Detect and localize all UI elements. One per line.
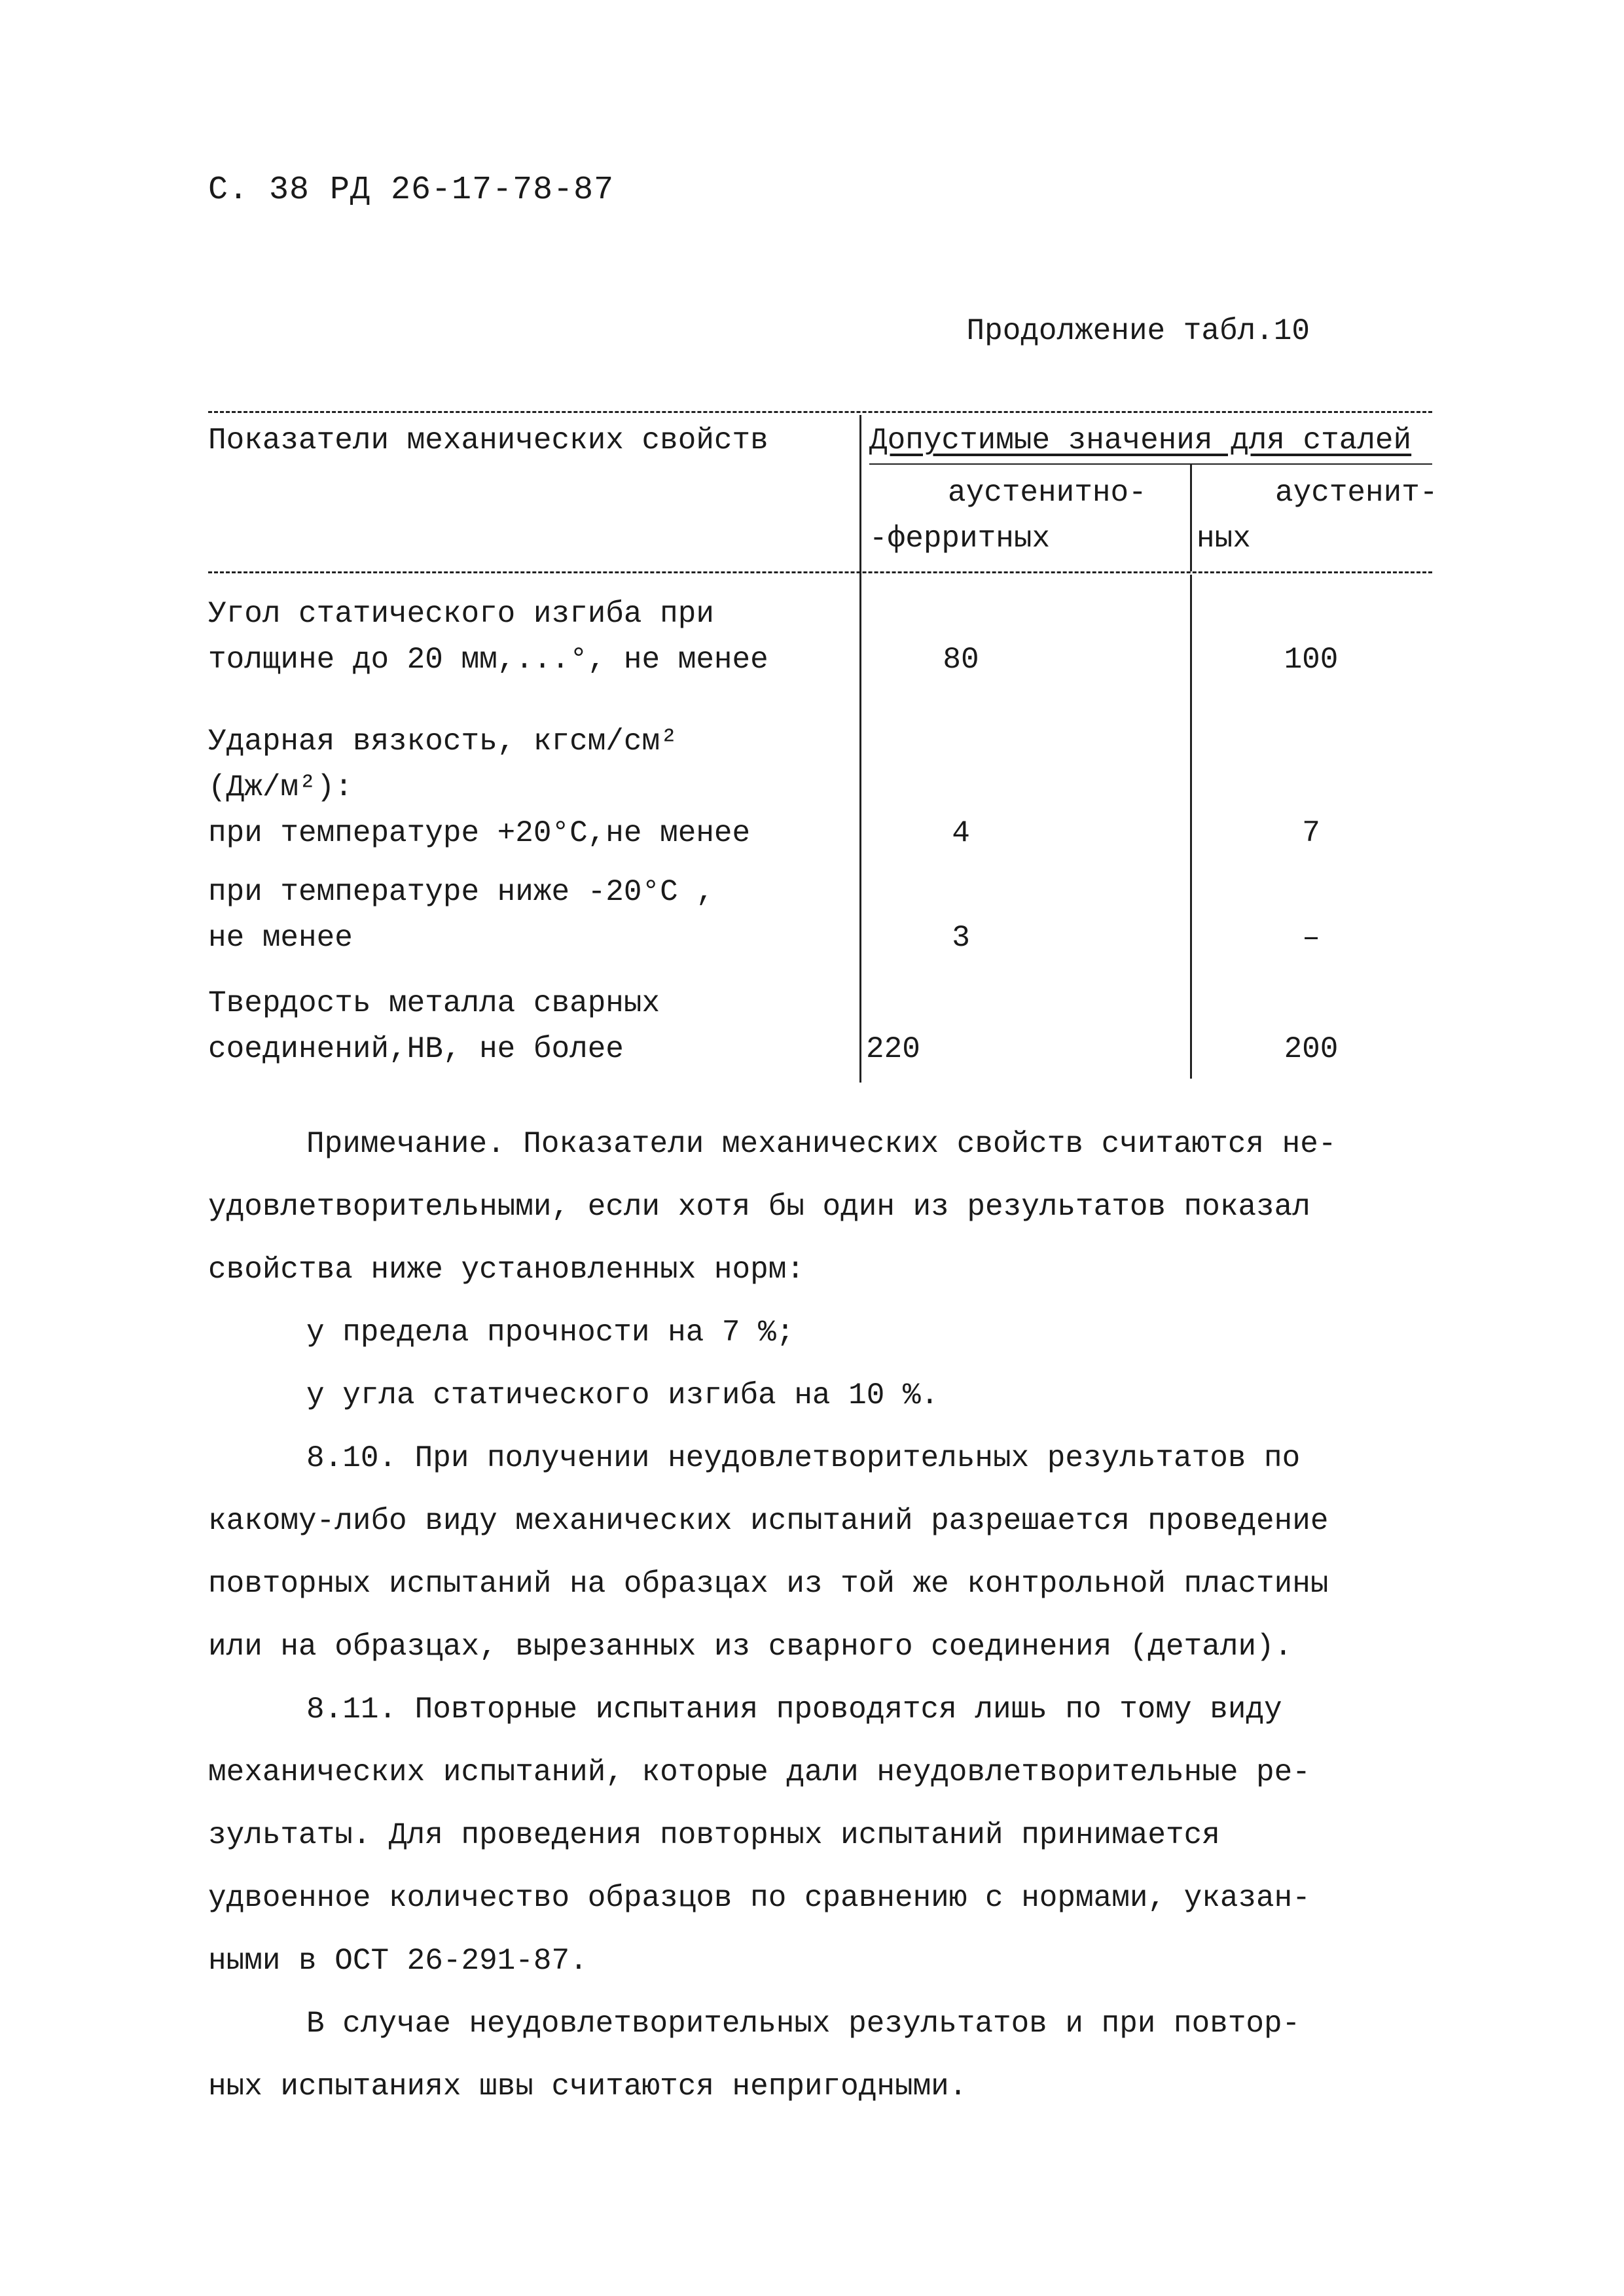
table-header-rule: [208, 571, 1432, 576]
paragraph-8-11-line: ными в ОСТ 26-291-87.: [208, 1944, 588, 1978]
paragraph-8-11-line: удвоенное количество образцов по сравнению с нормами, указан-: [208, 1881, 1310, 1915]
note-item: у предела прочности на 7 %;: [306, 1316, 795, 1350]
paragraph-8-10-line: какому-либо виду механических испытаний разрешается проведение: [208, 1504, 1329, 1538]
row4-label-line1: при температуре ниже -20°С ,: [208, 875, 714, 909]
row5-value-b: 200: [1284, 1032, 1339, 1066]
paragraph-8-11-line: зультаты. Для проведения повторных испытаний принимается: [208, 1818, 1220, 1852]
row1-value-b: 100: [1284, 643, 1339, 677]
paragraph-8-11-line: 8.11. Повторные испытания проводятся лишь по тому виду: [306, 1693, 1282, 1727]
row3-value-b: 7: [1302, 816, 1320, 850]
paragraph-8-11-line: механических испытаний, которые дали неудовлетворительные ре-: [208, 1755, 1310, 1789]
row5-value-a: 220: [866, 1032, 920, 1066]
row5-label-line2: соединений,НВ, не более: [208, 1032, 624, 1066]
final-paragraph-line: ных испытаниях швы считаются непригодными.: [208, 2070, 967, 2104]
body-text: [208, 1113, 1426, 2118]
header-col-b-line2: ных: [1197, 522, 1251, 556]
row3-label: при температуре +20°С,не менее: [208, 816, 751, 850]
note-item: у угла статического изгиба на 10 %.: [306, 1378, 939, 1412]
row1-label-line2: толщине до 20 мм,...°, не менее: [208, 643, 768, 677]
row2-label-line1: Ударная вязкость, кгсм/см²: [208, 725, 678, 759]
header-group: Допустимые значения для сталей: [869, 423, 1412, 457]
row4-value-a: 3: [952, 921, 970, 955]
header-col-a-line2: -ферритных: [869, 522, 1051, 556]
row4-value-b: –: [1302, 921, 1320, 955]
paragraph-8-10-line: или на образцах, вырезанных из сварного соединения (детали).: [208, 1630, 1293, 1664]
table-continuation-caption: Продолжение табл.10: [966, 314, 1310, 348]
table-top-rule: [208, 411, 1432, 416]
row1-label-line1: Угол статического изгиба при: [208, 597, 714, 631]
row2-label-line2: (Дж/м²):: [208, 770, 353, 804]
header-col-a-line1: аустенитно-: [948, 476, 1147, 510]
header-parameter: Показатели механических свойств: [208, 423, 768, 457]
header-col-b-line1: аустенит-: [1275, 476, 1438, 510]
note-line: удовлетворительными, если хотя бы один из результатов показал: [208, 1190, 1310, 1224]
row4-label-line2: не менее: [208, 921, 353, 955]
group-header-rule: [869, 463, 1432, 467]
note-line: свойства ниже установленных норм:: [208, 1253, 804, 1287]
note-line: Примечание. Показатели механических свойств считаются не-: [306, 1127, 1337, 1161]
final-paragraph-line: В случае неудовлетворительных результатов и при повтор-: [306, 2007, 1301, 2041]
paragraph-8-10-line: повторных испытаний на образцах из той же контрольной пластины: [208, 1567, 1329, 1601]
paragraph-8-10-line: 8.10. При получении неудовлетворительных результатов по: [306, 1441, 1301, 1475]
row5-label-line1: Твердость металла сварных: [208, 986, 660, 1020]
row1-value-a: 80: [943, 643, 979, 677]
row3-value-a: 4: [952, 816, 970, 850]
column-divider-2-header: [1190, 463, 1192, 571]
column-divider-1: [859, 415, 861, 1083]
page-header: С. 38 РД 26-17-78-87: [208, 171, 615, 209]
